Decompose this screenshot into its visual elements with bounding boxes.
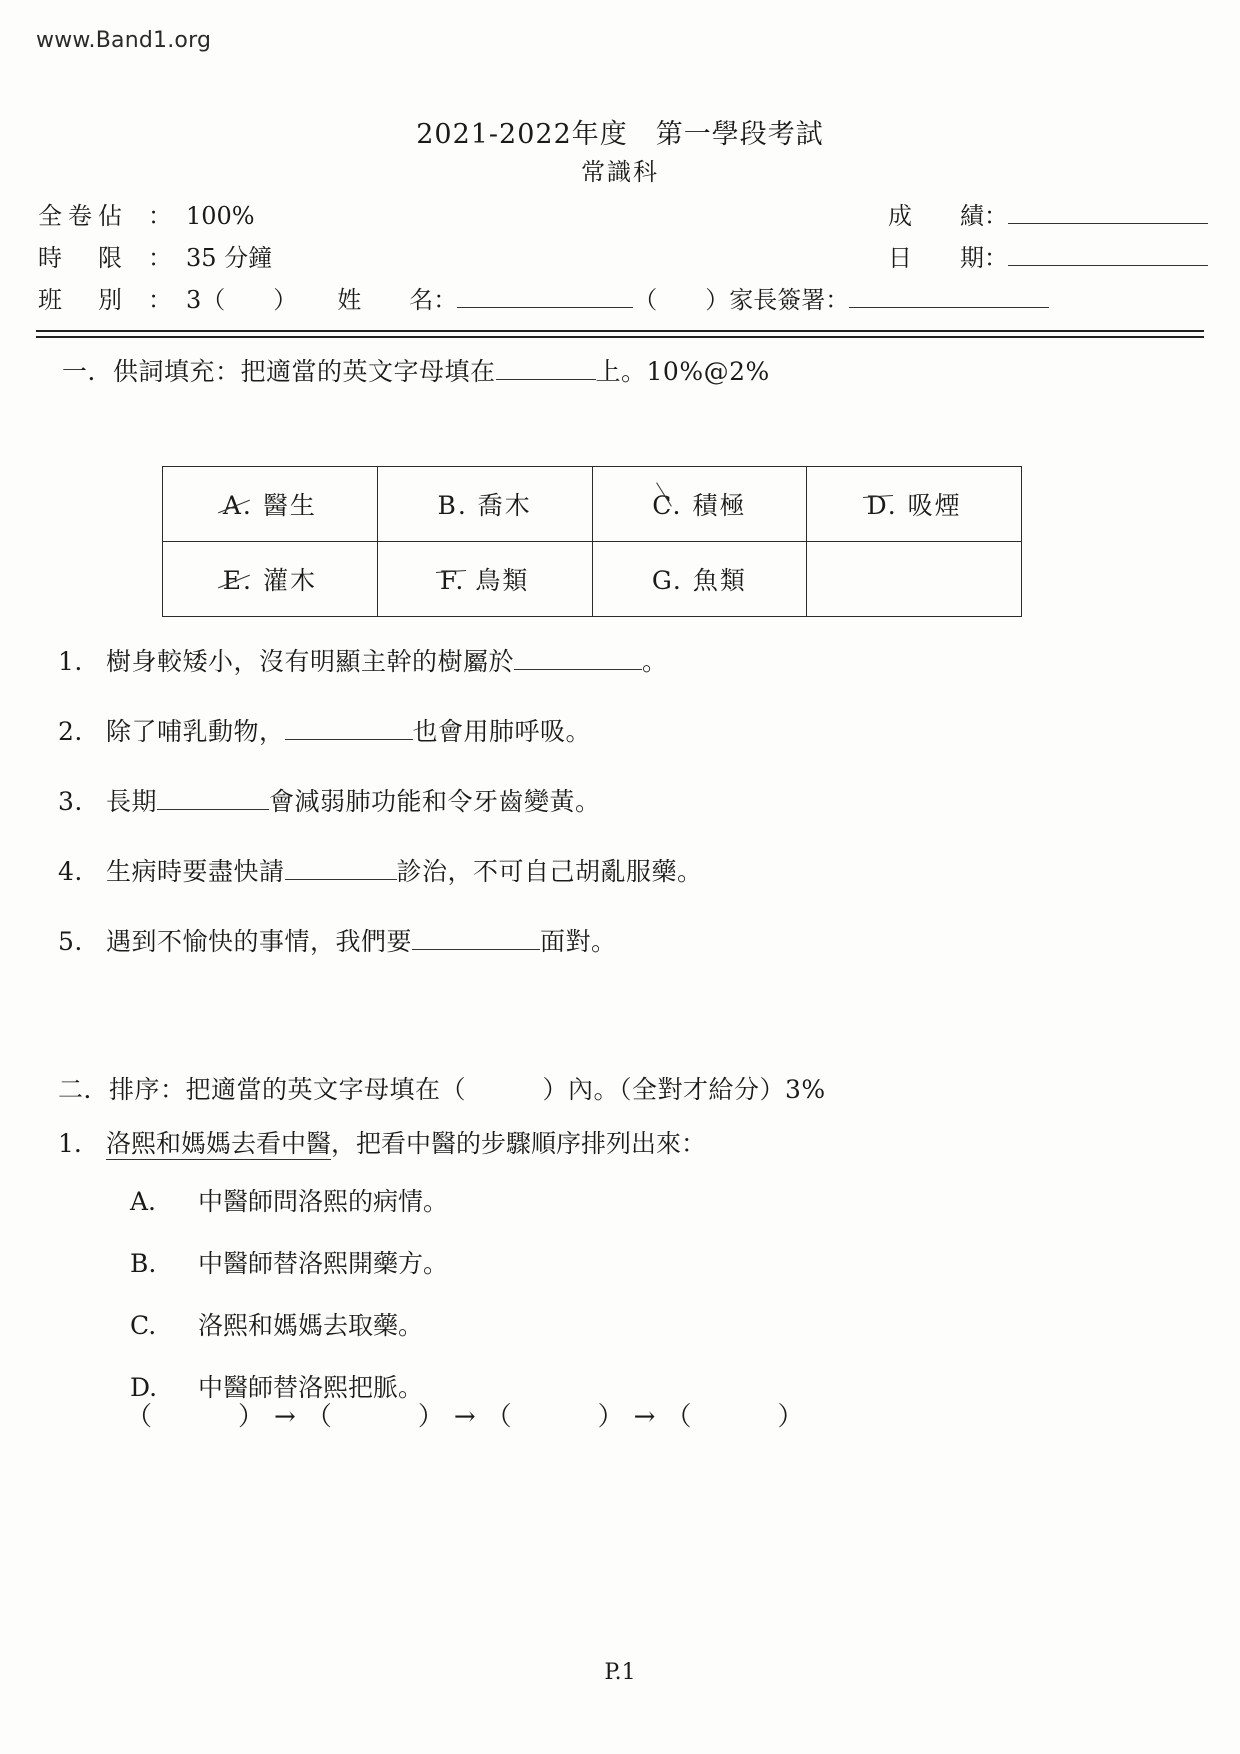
- wordbank-cell-g[interactable]: [592, 542, 807, 617]
- option-word-d: 吸煙: [907, 491, 962, 520]
- time-colon: ：: [148, 244, 172, 272]
- option-letter-b: B.: [437, 491, 468, 520]
- sequence-options: [130, 1182, 1030, 1430]
- section-one-question-list: [58, 642, 1178, 992]
- word-bank-table: [162, 466, 1022, 617]
- answer-box-4[interactable]: （ ）: [665, 1402, 806, 1432]
- list-item[interactable]: [130, 1306, 1030, 1342]
- section-one-heading-before: 一．供詞填充：把適當的英文字母填在: [62, 357, 496, 386]
- question-5: [58, 922, 1178, 958]
- question-4: [58, 852, 1178, 888]
- section-one-heading: [62, 352, 770, 388]
- sequence-letter-c: C.: [130, 1311, 157, 1340]
- question-5-before: 遇到不愉快的事情，我們要: [106, 927, 413, 956]
- option-word-g: 魚類: [692, 566, 747, 595]
- wordbank-cell-empty: [807, 542, 1022, 617]
- option-letter-e: E.: [222, 566, 253, 595]
- question-4-text: [106, 852, 1178, 888]
- option-word-e: 灌木: [262, 566, 317, 595]
- wordbank-cell-e[interactable]: [163, 542, 378, 617]
- option-letter-d: D.: [866, 491, 898, 520]
- answer-box-3[interactable]: （ ）: [485, 1402, 626, 1432]
- question-3-text: [106, 782, 1178, 818]
- class-colon: ：: [148, 286, 172, 314]
- question-1-number: 1.: [58, 647, 83, 676]
- wordbank-cell-a[interactable]: [163, 467, 378, 542]
- question-4-number: 4.: [58, 857, 83, 886]
- exam-info-grid: [38, 196, 1208, 322]
- section-two-heading: 二．排序：把適當的英文字母填在（ ）內。（全對才給分）3%: [58, 1075, 826, 1104]
- question-2-text: [106, 712, 1178, 748]
- page-number: P.1: [604, 1660, 636, 1685]
- section-two-q1-number: 1.: [58, 1129, 82, 1158]
- score-blank[interactable]: [1008, 201, 1208, 224]
- sequence-text-b: 中醫師替洛熙開藥方。: [198, 1249, 449, 1278]
- question-2-before: 除了哺乳動物，: [106, 717, 285, 746]
- option-letter-c: C.: [652, 491, 683, 520]
- divider-bottom: [36, 336, 1204, 338]
- sequence-letter-a: A.: [130, 1187, 157, 1216]
- date-field: [888, 238, 1208, 273]
- arrow-1: →: [274, 1402, 298, 1432]
- wordbank-cell-d[interactable]: [807, 467, 1022, 542]
- name-label: 姓 名：: [337, 286, 458, 314]
- date-blank[interactable]: [1008, 243, 1208, 266]
- question-1-after: 。: [642, 647, 668, 676]
- sequence-text-c: 洛熙和媽媽去取藥。: [198, 1311, 424, 1340]
- option-word-b: 喬木: [477, 491, 532, 520]
- question-5-number: 5.: [58, 927, 83, 956]
- table-row: [163, 542, 1022, 617]
- total-colon: ：: [148, 202, 172, 230]
- wordbank-cell-b[interactable]: [377, 467, 592, 542]
- sequence-letter-d: D.: [130, 1373, 158, 1402]
- score-field: [888, 196, 1208, 231]
- date-label: 日 期：: [888, 244, 1008, 272]
- section-two-q1-text: [106, 1124, 706, 1160]
- name-suffix: （ ）: [633, 286, 730, 314]
- question-4-blank[interactable]: [285, 859, 397, 880]
- exam-subject: 常識科: [581, 158, 659, 186]
- option-letter-g: G.: [651, 566, 683, 595]
- total-label: 全卷佔: [38, 202, 128, 230]
- option-letter-f: F.: [439, 566, 466, 595]
- section-one-heading-blank: [496, 359, 596, 380]
- sequence-letter-b: B.: [130, 1249, 157, 1278]
- section-one-heading-after: 上。10%@2%: [595, 357, 770, 386]
- option-word-a: 醫生: [262, 491, 317, 520]
- option-letter-a: A.: [222, 491, 253, 520]
- answer-box-2[interactable]: （ ）: [305, 1402, 446, 1432]
- question-4-after: 診治，不可自己胡亂服藥。: [396, 857, 703, 886]
- option-word-f: 鳥類: [475, 566, 530, 595]
- total-value: 100%: [186, 202, 255, 230]
- section-two-question-1: [58, 1124, 706, 1160]
- answer-box-1[interactable]: （ ）: [126, 1402, 267, 1432]
- question-4-before: 生病時要盡快請: [106, 857, 285, 886]
- question-3-number: 3.: [58, 787, 83, 816]
- name-blank[interactable]: [457, 285, 633, 308]
- question-2-blank[interactable]: [285, 719, 413, 740]
- info-row-total: [38, 196, 1208, 238]
- question-3-before: 長期: [106, 787, 158, 816]
- time-label: 時 限: [38, 244, 128, 272]
- time-value: 35 分鐘: [186, 244, 273, 272]
- class-value: 3（ ）: [186, 286, 298, 314]
- question-2-number: 2.: [58, 717, 83, 746]
- table-row: [163, 467, 1022, 542]
- question-1: [58, 642, 1178, 678]
- sequence-answer-row: [126, 1396, 805, 1433]
- question-1-blank[interactable]: [514, 649, 642, 670]
- question-3-blank[interactable]: [157, 789, 269, 810]
- question-5-after: 面對。: [540, 927, 617, 956]
- wordbank-cell-f[interactable]: [377, 542, 592, 617]
- score-label: 成 績：: [888, 202, 1008, 230]
- section-two-q1-underlined: 洛熙和媽媽去看中醫: [106, 1129, 332, 1158]
- exam-title: 2021-2022年度 第一學段考試: [416, 119, 824, 150]
- list-item[interactable]: [130, 1244, 1030, 1280]
- info-row-time: [38, 238, 1208, 280]
- arrow-2: →: [453, 1402, 478, 1432]
- option-word-c: 積極: [692, 491, 747, 520]
- sequence-text-a: 中醫師問洛熙的病情。: [198, 1187, 449, 1216]
- list-item[interactable]: [130, 1182, 1030, 1218]
- site-url-watermark: www.Band1.org: [36, 28, 212, 53]
- question-5-text: [106, 922, 1178, 958]
- section-two-q1-rest: ，把看中醫的步驟順序排列出來：: [331, 1129, 707, 1158]
- info-row-class: [38, 280, 1208, 322]
- parent-sign-blank[interactable]: [849, 285, 1049, 308]
- parent-sign-label: 家長簽署：: [729, 286, 850, 314]
- question-3-after: 會減弱肺功能和令牙齒變黃。: [269, 787, 601, 816]
- wordbank-cell-c[interactable]: [592, 467, 807, 542]
- question-3: [58, 782, 1178, 818]
- question-2: [58, 712, 1178, 748]
- question-2-after: 也會用肺呼吸。: [412, 717, 592, 746]
- sequence-text-d: 中醫師替洛熙把脈。: [198, 1373, 424, 1402]
- question-5-blank[interactable]: [412, 929, 540, 950]
- arrow-3: →: [633, 1402, 658, 1432]
- question-1-text: [106, 642, 1178, 678]
- divider-top: [36, 330, 1204, 332]
- class-label: 班 別: [38, 286, 128, 314]
- question-1-before: 樹身較矮小，沒有明顯主幹的樹屬於: [106, 647, 515, 676]
